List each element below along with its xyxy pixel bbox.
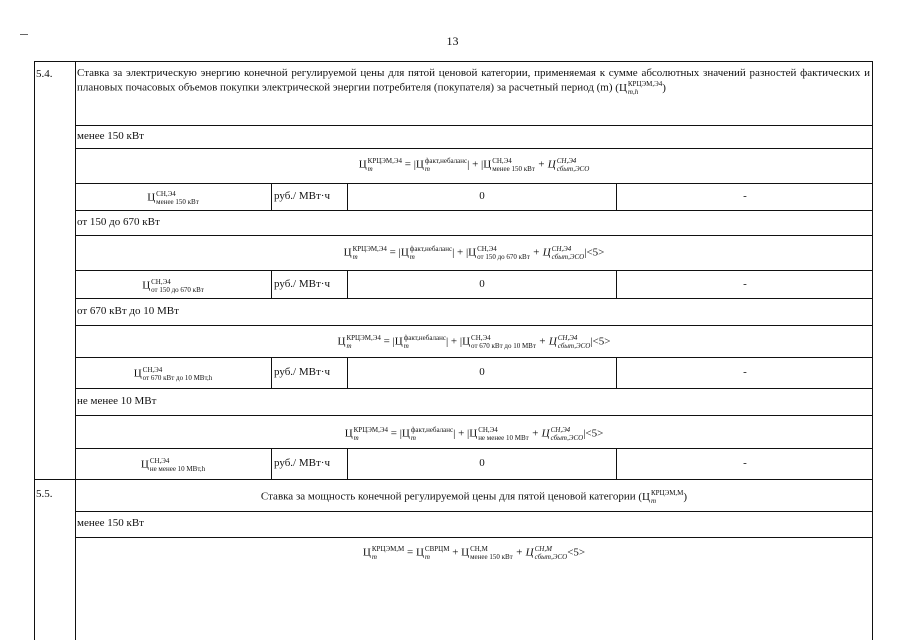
row-label: менее 150 кВт	[77, 517, 144, 529]
row-label: менее 150 кВт	[77, 130, 144, 142]
section-title-text: Ставка за электрическую энергию конечной регулируемой цены для пятой ценовой категории, применяемая к сумме абсолютных значений разностей фактических и плановых почасовых объемов покупки электрической энергии потребителя (покупателя) за расчетный период (m)	[77, 67, 870, 94]
value-cell: 0	[479, 278, 485, 290]
rate-symbol: Ц СН,Э4 от 150 до 670 кВт	[142, 278, 204, 294]
formula: Ц КРЦЭМ,Э4 m = |Ц факт,небаланс m | + |Ц СН,Э4 менее 150 кВт + Ц СН,Э4 сбыт,ЭСО	[358, 157, 590, 173]
formula: Ц КРЦЭМ,Э4 m = |Ц факт,небаланс m | + |Ц СН,Э4 от 150 до 670 кВт + Ц СН,Э4 сбыт,ЭСО |<5>	[343, 245, 605, 261]
rate-symbol: Ц СН,Э4 от 670 кВт до 10 МВт,h	[133, 366, 213, 382]
formula: Ц КРЦЭМ,Э4 m = |Ц факт,небаланс m | + |Ц СН,Э4 от 670 кВт до 10 МВт + Ц СН,Э4 сбыт,ЭСО |<5>	[337, 334, 611, 350]
value-cell: 0	[479, 366, 485, 378]
title-symbol: (Ц КРЦЭМ,Э4 m,h )	[615, 80, 666, 96]
section-number: 5.4.	[36, 68, 53, 80]
rate-symbol: Ц СН,Э4 не менее 10 МВт,h	[140, 457, 206, 473]
formula: Ц КРЦЭМ,Э4 m = |Ц факт,небаланс m | + |Ц СН,Э4 не менее 10 МВт + Ц СН,Э4 сбыт,ЭСО |<5>	[344, 426, 604, 442]
section-number: 5.5.	[36, 488, 53, 500]
section-title-text: Ставка за мощность конечной регулируемой цены для пятой ценовой категории	[260, 490, 636, 503]
row-label: не менее 10 МВт	[77, 395, 157, 407]
empty-value-cell: -	[743, 366, 747, 378]
row-label: от 150 до 670 кВт	[77, 216, 160, 228]
scan-mark	[20, 34, 28, 35]
section-title	[76, 489, 872, 505]
page-number: 13	[446, 34, 459, 48]
formula: Ц КРЦЭМ,М m = Ц СВРЦМ m + Ц СН,М менее 150 кВт + Ц СН,М сбыт,ЭСО <5>	[362, 545, 586, 561]
title-symbol: (Ц КРЦЭМ,М m )	[638, 489, 688, 505]
empty-value-cell: -	[743, 190, 747, 202]
empty-value-cell: -	[743, 457, 747, 469]
row-label: от 670 кВт до 10 МВт	[77, 305, 179, 317]
rate-symbol: Ц СН,Э4 менее 150 кВт	[147, 190, 199, 206]
value-cell: 0	[479, 457, 485, 469]
section-title	[77, 67, 870, 96]
unit-cell: руб./ МВт·ч	[274, 278, 330, 290]
empty-value-cell: -	[743, 278, 747, 290]
unit-cell: руб./ МВт·ч	[274, 457, 330, 469]
unit-cell: руб./ МВт·ч	[274, 366, 330, 378]
value-cell: 0	[479, 190, 485, 202]
unit-cell: руб./ МВт·ч	[274, 190, 330, 202]
